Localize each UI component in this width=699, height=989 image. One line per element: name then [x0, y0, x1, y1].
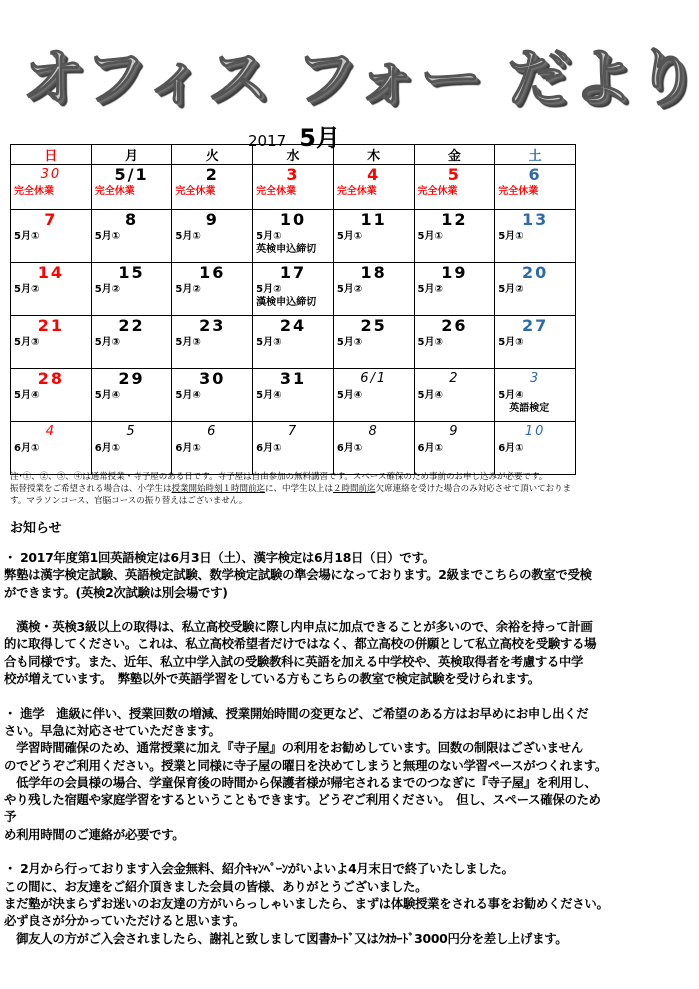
day-number: 17	[279, 263, 307, 282]
day-number: 9	[205, 210, 219, 229]
cell-entry: 5月②	[256, 284, 282, 295]
cell-entry: 5月④	[94, 390, 121, 401]
cell-entry: 5月③	[94, 337, 121, 348]
day-number: 25	[360, 316, 387, 335]
calendar-cell	[172, 422, 253, 475]
cell-entry: 5月①	[256, 231, 282, 242]
cell-event: 漢検申込締切	[256, 297, 317, 308]
cell-entry: 5月②	[175, 284, 201, 295]
calendar-cell	[414, 422, 495, 475]
calendar-cell	[414, 316, 495, 369]
cell-entry: 完全休業	[175, 186, 216, 197]
day-number: 3	[286, 165, 300, 184]
calendar-week-row	[11, 210, 576, 263]
calendar-cell	[414, 263, 495, 316]
calendar-cell	[495, 422, 576, 475]
calendar-cell	[495, 369, 576, 422]
cell-entry: 完全休業	[14, 186, 54, 197]
day-number: 6	[528, 165, 542, 184]
calendar-cell	[91, 422, 172, 475]
cell-entry: 5月④	[256, 390, 282, 401]
calendar-cell	[11, 369, 92, 422]
calendar-cell	[333, 210, 414, 263]
day-number: 28	[37, 369, 64, 388]
day-number: 2	[205, 165, 219, 184]
day-number: 12	[441, 210, 468, 229]
weekday-fri: 金	[414, 145, 495, 165]
calendar-cell	[11, 165, 92, 210]
text-line: 必ず良さが分かっていただけると思います。	[4, 913, 245, 929]
note-line	[10, 483, 576, 507]
text-line: まだ塾が決まらずお迷いのお友達の方がいらっしゃいましたら、まずは体験授業をされる事をお勧めください。	[4, 895, 609, 911]
newsletter-title: オフィス フォー だより	[22, 41, 699, 114]
cell-entry: 5月④	[14, 390, 40, 401]
cell-entry: 完全休業	[336, 186, 377, 197]
cell-entry: 6月①	[175, 443, 201, 454]
day-number: 7	[287, 424, 299, 439]
day-number: 3	[529, 371, 541, 386]
day-number: 4	[367, 165, 381, 184]
weekday-thu: 木	[333, 145, 414, 165]
day-number: 31	[279, 369, 307, 388]
day-number: 5	[126, 424, 137, 439]
cell-entry: 5月④	[175, 390, 201, 401]
cell-entry: 6月①	[417, 443, 443, 454]
calendar-cell	[172, 263, 253, 316]
calendar-week-row	[11, 263, 576, 316]
cell-entry: 6月①	[498, 443, 524, 454]
calendar-cell	[172, 165, 253, 210]
day-number: 16	[199, 263, 226, 282]
calendar-table	[10, 144, 576, 475]
day-number: 26	[441, 316, 468, 335]
note-text: 欠席連絡を受けた場合のみ対応させて頂いております。マラソンコース、官脳コースの振り替えはございません。	[10, 484, 572, 506]
note-underlined: ２時間前迄	[333, 484, 376, 494]
calendar-notes	[10, 471, 576, 507]
calendar-cell	[11, 316, 92, 369]
weekday-wed: 水	[253, 145, 334, 165]
calendar-cell	[495, 165, 576, 210]
text-line: め利用時間のご連絡が必要です。	[4, 826, 185, 842]
text-line: 校が増えています。 弊塾以外で英語学習をしている方もこちらの教室で検定試験を受けられます。	[4, 671, 540, 687]
calendar-cell	[91, 165, 172, 210]
calendar-week-row	[11, 369, 576, 422]
calendar-cell	[333, 369, 414, 422]
text-line: のでどうぞご利用ください。授業と同様に寺子屋の曜日を決めてしまうと無理のない学習ペースがつくれます。	[4, 757, 607, 773]
day-number: 10	[279, 210, 307, 229]
text-line: 御友人の方がご入会されましたら、謝礼と致しまして図書ｶｰﾄﾞ又はｸｵｶｰﾄﾞ3000円分を差し上げます。	[4, 930, 568, 946]
calendar-cell	[253, 165, 334, 210]
day-number: 30	[40, 167, 62, 182]
day-number: 11	[360, 210, 387, 229]
day-number: 23	[199, 316, 226, 335]
weekday-mon: 月	[91, 145, 172, 165]
calendar-cell	[253, 422, 334, 475]
calendar-cell	[333, 316, 414, 369]
calendar-week-row	[11, 422, 576, 475]
text-line: 漢検・英検3級以上の取得は、私立高校受験に際し内申点に加点できることが多いので、余裕を持って計画	[4, 619, 593, 635]
weekday-tue: 火	[172, 145, 253, 165]
cell-entry: 5月②	[498, 284, 524, 295]
text-line: やり残した宿題や家庭学習をするということもできます。どうぞご利用ください。 但し、スペース確保のため予	[4, 792, 601, 825]
cell-event: 英語検定	[509, 403, 550, 414]
cell-entry: 5月①	[417, 231, 443, 242]
calendar-cell	[172, 369, 253, 422]
calendar-cell	[495, 316, 576, 369]
calendar-cell	[414, 165, 495, 210]
day-number: 9	[449, 424, 460, 439]
cell-entry: 6月①	[336, 443, 363, 454]
day-number: 18	[360, 263, 387, 282]
cell-entry: 完全休業	[498, 186, 539, 197]
cell-entry: 5月③	[175, 337, 201, 348]
cell-entry: 5月④	[417, 390, 443, 401]
cell-entry: 5月②	[417, 284, 443, 295]
cell-entry: 5月①	[336, 231, 363, 242]
calendar-cell	[253, 263, 334, 316]
day-number: 27	[521, 316, 549, 335]
calendar-cell	[253, 210, 334, 263]
text-line: 学習時間確保のため、通常授業に加え『寺子屋』の利用をお勧めしています。回数の制限はございません	[4, 740, 583, 756]
day-number: 30	[199, 369, 226, 388]
note-text: に、中学生以上は	[265, 484, 334, 494]
calendar-cell	[333, 165, 414, 210]
text-line: 合も同様です。また、近年、私立中学入試の受験教科に英語を加える中学校や、英検取得者を考慮する中学	[4, 653, 584, 669]
text-line: 低学年の会員様の場合、学童保育後の時間から保護者様が帰宅されるまでのつなぎに『寺子屋』を利用し、	[4, 774, 597, 790]
weekday-sun: 日	[11, 145, 92, 165]
weekday-header-row	[11, 145, 576, 165]
day-number: 14	[37, 263, 64, 282]
cell-entry: 5月④	[336, 390, 363, 401]
text-line: ・ 進学 進級に伴い、授業回数の増減、授業開始時間の変更など、ご希望のある方はお早めにお申し出くだ	[4, 705, 589, 721]
text-line: 弊塾は漢字検定試験、英語検定試験、数学検定試験の準会場になっております。2級までこちらの教室で受検	[4, 567, 592, 583]
calendar-month: 5月	[299, 124, 340, 152]
cell-entry: 5月③	[256, 337, 282, 348]
cell-entry: 5月②	[336, 284, 363, 295]
calendar-heading	[248, 118, 340, 152]
cell-entry: 完全休業	[417, 186, 458, 197]
day-number: 13	[521, 210, 549, 229]
text-line: この間に、お友達をご紹介頂きました会員の皆様、ありがとうございました。	[4, 878, 428, 894]
cell-entry: 5月③	[498, 337, 524, 348]
cell-entry: 5月①	[175, 231, 201, 242]
cell-entry: 6月①	[94, 443, 121, 454]
cell-entry: 5月②	[14, 284, 40, 295]
day-number: 19	[441, 263, 468, 282]
text-line: 的に取得してください。これは、私立高校希望者だけではなく、都立高校の併願として私立高校を受験する場	[4, 636, 597, 652]
calendar-week-row	[11, 316, 576, 369]
text-line: ・ 2017年度第1回英語検定は6月3日（土）、漢字検定は6月18日（日）です。	[4, 550, 435, 565]
day-number: 21	[37, 316, 64, 335]
day-number: 24	[279, 316, 307, 335]
day-number: 6/1	[360, 371, 388, 386]
cell-entry: 6月①	[14, 443, 40, 454]
calendar-cell	[11, 263, 92, 316]
calendar-cell	[495, 263, 576, 316]
day-number: 2	[449, 371, 460, 386]
calendar-cell	[91, 263, 172, 316]
day-number: 8	[368, 424, 379, 439]
day-number: 8	[124, 210, 139, 229]
day-number: 15	[118, 263, 145, 282]
day-number: 10	[524, 424, 546, 439]
day-number: 22	[118, 316, 145, 335]
cell-event: 英検申込締切	[256, 244, 317, 255]
cell-entry: 5月③	[336, 337, 363, 348]
calendar-cell	[11, 422, 92, 475]
calendar-cell	[253, 316, 334, 369]
calendar-cell	[172, 210, 253, 263]
cell-entry: 完全休業	[94, 186, 135, 197]
note-underlined: 授業開始時刻１時間前迄	[171, 484, 266, 494]
calendar-week-row	[11, 165, 576, 210]
calendar-cell	[91, 210, 172, 263]
day-number: 5/1	[114, 165, 149, 184]
calendar-cell	[91, 316, 172, 369]
calendar-cell	[414, 210, 495, 263]
day-number: 29	[118, 369, 145, 388]
cell-entry: 5月①	[498, 231, 524, 242]
text-line: ・ 2月から行っております入会金無料、紹介ｷｬﾝﾍﾟｰﾝがいよいよ4月末日で終了いたしました。	[4, 861, 514, 877]
cell-entry: 5月③	[417, 337, 443, 348]
calendar-cell	[333, 422, 414, 475]
note-text: 振替授業をご希望される場合は、小学生は	[10, 484, 172, 494]
cell-entry: 5月④	[498, 390, 524, 401]
day-number: 6	[207, 424, 218, 439]
cell-entry: 5月①	[94, 231, 121, 242]
calendar-cell	[91, 369, 172, 422]
calendar-cell	[172, 316, 253, 369]
cell-entry: 5月③	[14, 337, 40, 348]
calendar-cell	[414, 369, 495, 422]
note-line: 注･①、②、③、④は通常授業・寺子屋のある日です。寺子屋は自由参加の無料講習です。スペース確保のため事前のお申し込みが必要です。	[10, 472, 548, 482]
weekday-sat: 土	[495, 145, 576, 165]
day-number: 7	[44, 210, 58, 229]
calendar-cell	[253, 369, 334, 422]
cell-entry: 完全休業	[256, 186, 297, 197]
cell-entry: 6月①	[256, 443, 282, 454]
cell-entry: 5月②	[94, 284, 121, 295]
calendar-year: 2017	[248, 132, 287, 150]
announcement-body	[4, 549, 610, 947]
day-number: 5	[447, 165, 461, 184]
calendar-cell	[11, 210, 92, 263]
calendar-cell	[333, 263, 414, 316]
text-line: ができます。(英検2次試験は別会場です)	[4, 584, 228, 600]
calendar-cell	[495, 210, 576, 263]
day-number: 4	[45, 424, 56, 439]
day-number: 20	[521, 263, 549, 282]
section-heading: お知らせ	[10, 521, 62, 536]
cell-entry: 5月①	[14, 231, 40, 242]
text-line: さい。早急に対応させていただきます。	[4, 722, 221, 738]
